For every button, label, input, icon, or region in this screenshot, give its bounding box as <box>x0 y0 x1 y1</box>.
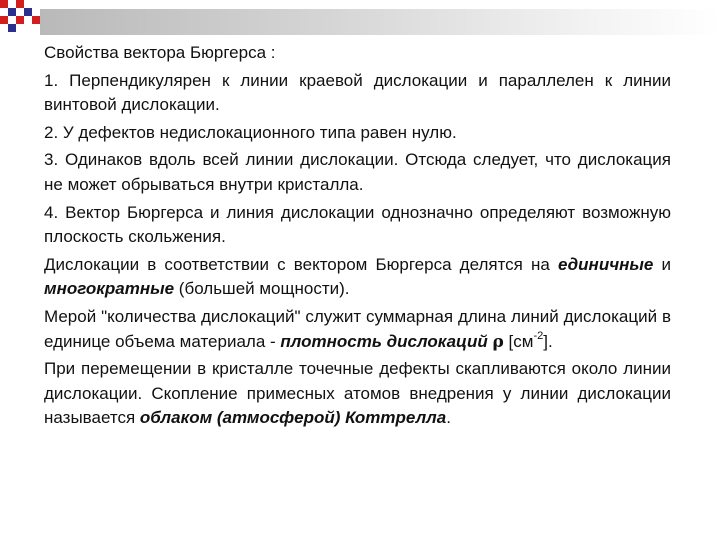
property-4: 4. Вектор Бюргерса и линия дислокации однозначно определяют возможную плоскость скольжения. <box>44 202 671 247</box>
term-cottrell-cloud: облаком (атмосферой) Коттрелла <box>139 408 447 428</box>
paragraph-density <box>44 305 671 354</box>
classification-text: Дислокации в соответствии с вектором Бюргерса делятся на <box>44 254 558 274</box>
density-unit: [см <box>503 331 534 351</box>
density-text: Мерой "количества дислокаций" служит суммарная длина линий дислокаций в единице объема материала - <box>44 306 671 351</box>
unit-exponent: -2 <box>533 329 544 342</box>
rho-symbol: ρ <box>492 331 504 352</box>
cottrell-tail: . <box>446 408 451 428</box>
term-density: плотность дислокаций <box>280 331 493 351</box>
cottrell-text: При перемещении в кристалле точечные дефекты скапливаются около линии дислокации. Скопление примесных атомов внедрения у линии дислокации называется <box>44 359 671 428</box>
slide-title: Свойства вектора Бюргерса : <box>44 43 276 62</box>
paragraph-classification <box>44 253 671 302</box>
classification-tail: (большей мощности). <box>174 279 350 299</box>
slide-body <box>44 41 671 434</box>
term-single: единичные <box>558 254 654 274</box>
term-multiple: многократные <box>44 279 175 299</box>
property-1: 1. Перпендикулярен к линии краевой дислокации и параллелен к линии винтовой дислокации. <box>44 70 671 115</box>
property-2: 2. У дефектов недислокационного типа равен нулю. <box>44 122 457 142</box>
header-bar <box>40 9 720 35</box>
paragraph-cottrell <box>44 357 671 431</box>
density-tail: ]. <box>543 331 553 351</box>
property-3: 3. Одинаков вдоль всей линии дислокации. Отсюда следует, что дислокация не может обрываться внутри кристалла. <box>44 150 671 194</box>
conjunction-text: и <box>653 254 671 274</box>
